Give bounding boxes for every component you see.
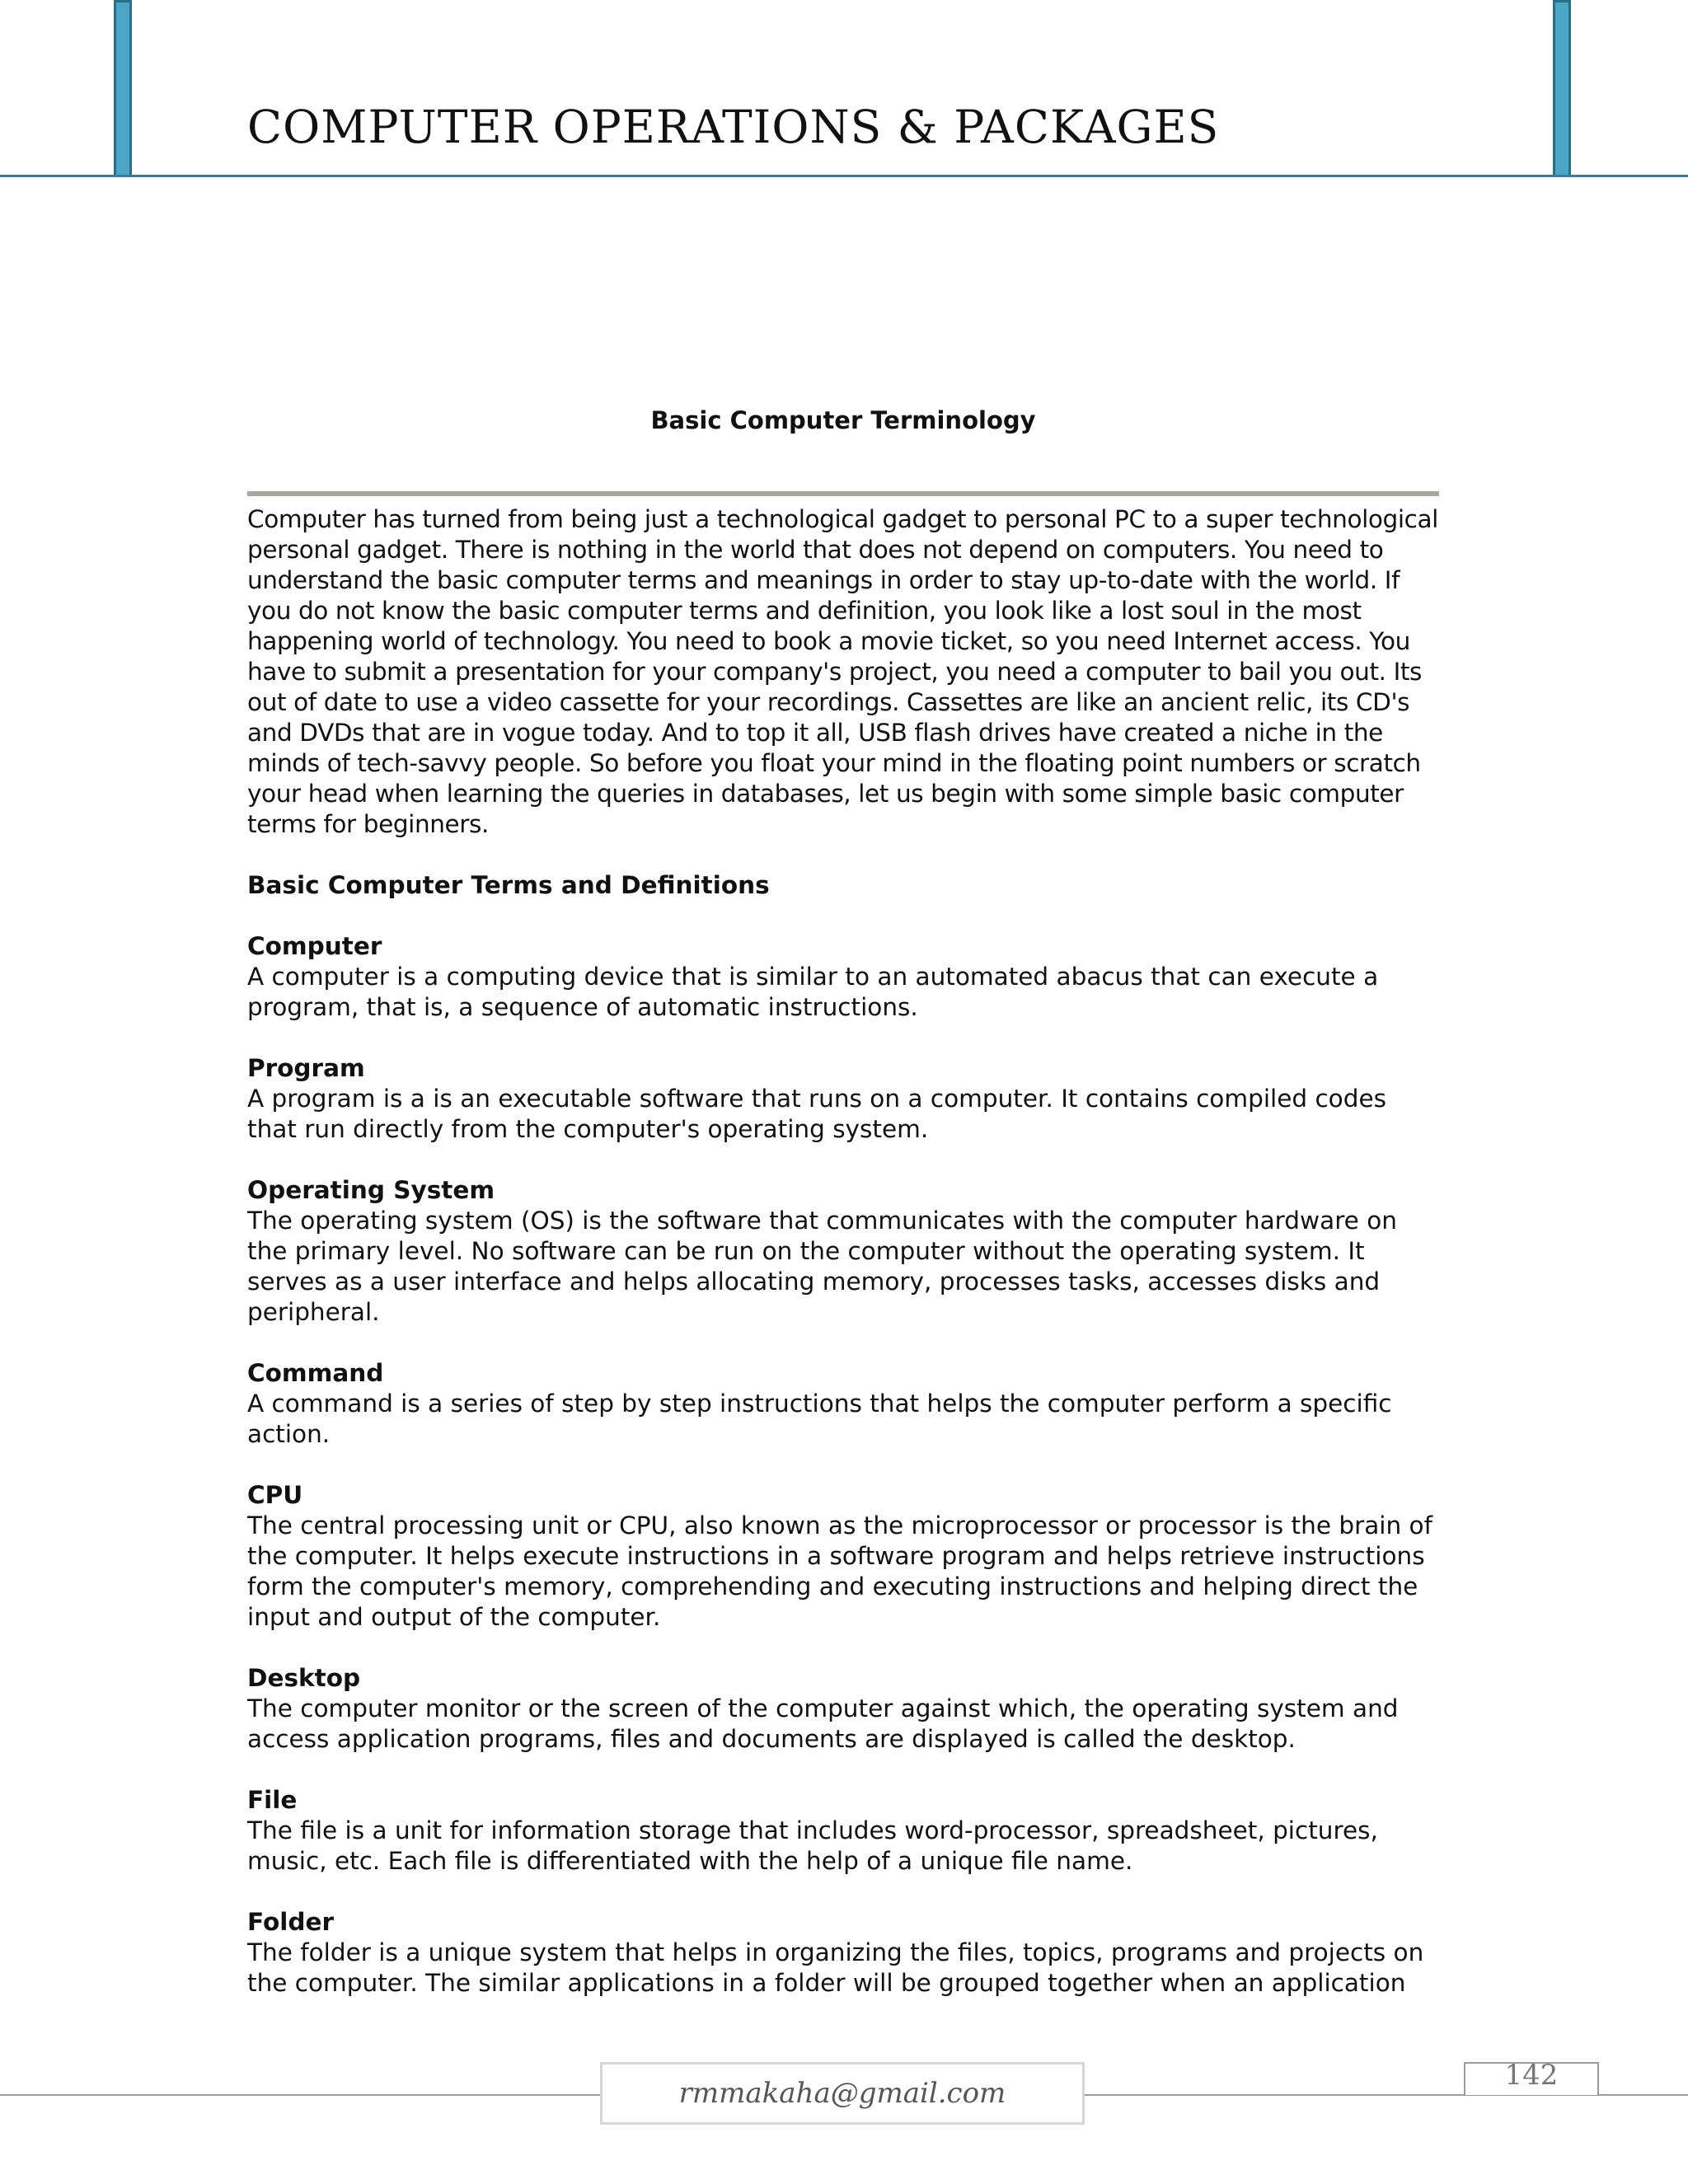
document-body (247, 504, 1439, 2029)
intro-paragraph: Computer has turned from being just a technological gadget to personal PC to a super technological personal gadget. There is nothing in the world that does not depend on computers. You need to understand the basic computer terms and meanings in order to stay up-to-date with the world. If you do not know the basic computer terms and definition, you look like a lost soul in the most happening world of technology. You need to book a movie ticket, so you need Internet access. You have to submit a presentation for your company's project, you need a computer to bail you out. Its out of date to use a video cassette for your recordings. Cassettes are like an ancient relic, its CD's and DVDs that are in vogue today. And to top it all, USB flash drives have created a niche in the minds of tech-savvy people. So before you float your mind in the floating point numbers or scratch your head when learning the queries in databases, let us begin with some simple basic computer terms for beginners. (247, 505, 1438, 838)
header-left-accent-bar (114, 0, 132, 177)
term-entry-program (247, 1053, 1439, 1145)
term-definition: The central processing unit or CPU, also known as the microprocessor or processor is the brain of the computer. It helps execute instructions in a software program and helps retrieve instructions form the computer's memory, comprehending and executing instructions and helping direct the input and output of the computer. (247, 1511, 1432, 1631)
term-title: Folder (247, 1908, 335, 1936)
term-entry-desktop (247, 1663, 1439, 1755)
term-title: Desktop (247, 1664, 361, 1692)
term-entry-computer (247, 931, 1439, 1023)
header-right-accent-bar (1553, 0, 1571, 177)
term-entry-cpu (247, 1480, 1439, 1633)
term-definition: The operating system (OS) is the software that communicates with the computer hardware on the primary level. No software can be run on the computer without the operating system. It serves as a user interface and helps allocating memory, processes tasks, accesses disks and peripheral. (247, 1207, 1397, 1326)
section-heading: Basic Computer Terms and Definitions (247, 871, 770, 899)
term-title: Program (247, 1054, 365, 1082)
term-definition: A program is a is an executable software that runs on a computer. It contains compiled codes that run directly from the computer's operating system. (247, 1085, 1386, 1143)
term-entry-operating-system (247, 1175, 1439, 1328)
term-entry-file (247, 1785, 1439, 1877)
term-entry-folder (247, 1907, 1439, 1999)
term-definition: A command is a series of step by step instructions that helps the computer perform a specific action. (247, 1390, 1392, 1448)
running-header-title: COMPUTER OPERATIONS & PACKAGES (247, 101, 1220, 153)
term-entry-command (247, 1358, 1439, 1450)
term-title: File (247, 1786, 298, 1814)
title-divider (247, 491, 1439, 496)
footer-email: rmmakaha@gmail.com (600, 2062, 1085, 2125)
term-definition: The folder is a unique system that helps in organizing the files, topics, programs and projects on the computer. The similar applications in a folder will be grouped together when an application (247, 1938, 1424, 1997)
term-title: Operating System (247, 1176, 495, 1204)
term-title: Command (247, 1359, 384, 1387)
term-title: CPU (247, 1481, 303, 1509)
term-title: Computer (247, 932, 382, 960)
term-definition: The computer monitor or the screen of the computer against which, the operating system and access application programs, files and documents are displayed is called the desktop. (247, 1694, 1399, 1753)
page-number: 142 (1464, 2062, 1599, 2095)
document-title: Basic Computer Terminology (650, 406, 1036, 434)
header-rule (0, 175, 1688, 177)
term-definition: A computer is a computing device that is similar to an automated abacus that can execute a program, that is, a sequence of automatic instructions. (247, 963, 1379, 1021)
term-definition: The file is a unit for information storage that includes word-processor, spreadsheet, pictures, music, etc. Each file is differentiated with the help of a unique file name. (247, 1816, 1378, 1875)
